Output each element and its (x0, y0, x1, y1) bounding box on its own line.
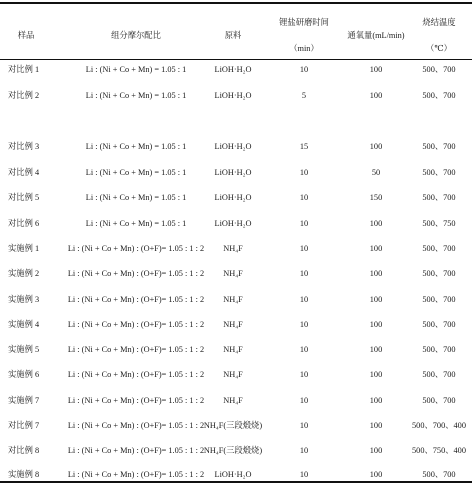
sample-cell: 对比例 4 (8, 168, 40, 177)
ratio-cell: Li : (Ni + Co + Mn) : (O+F)= 1.05 : 1 : 2 (67, 470, 205, 479)
sinter-temp-cell: 500、700 (422, 345, 456, 354)
sinter-temp-cell: 500、700 (422, 295, 456, 304)
header-sinter-unit: （℃） (426, 44, 452, 53)
oxygen-cell: 100 (369, 219, 383, 228)
ratio-cell: Li : (Ni + Co + Mn) : (O+F)= 1.05 : 1 : 2 (67, 295, 205, 304)
sinter-temp-cell: 500、750 (422, 219, 456, 228)
ratio-cell: Li : (Ni + Co + Mn) : (O+F)= 1.05 : 1 : 2 (67, 269, 205, 278)
oxygen-cell: 100 (369, 244, 383, 253)
material-cell: NH₄F(三段煅烧) (203, 446, 263, 455)
sample-cell: 实施例 5 (8, 345, 40, 354)
ratio-cell: Li : (Ni + Co + Mn) : (O+F)= 1.05 : 1 : 2 (67, 320, 205, 329)
ratio-cell: Li : (Ni + Co + Mn) = 1.05 : 1 (85, 168, 187, 177)
oxygen-cell: 100 (369, 269, 383, 278)
sample-cell: 对比例 6 (8, 219, 40, 228)
grind-time-cell: 10 (299, 396, 309, 405)
sample-cell: 对比例 5 (8, 193, 40, 202)
material-cell: NH₄F (223, 269, 243, 278)
ratio-cell: Li : (Ni + Co + Mn) = 1.05 : 1 (85, 219, 187, 228)
oxygen-cell: 100 (369, 370, 383, 379)
sample-cell: 对比例 3 (8, 142, 40, 151)
grind-time-cell: 10 (299, 219, 309, 228)
sinter-temp-cell: 500、700、400 (412, 421, 466, 430)
grind-time-cell: 10 (299, 295, 309, 304)
ratio-cell: Li : (Ni + Co + Mn) = 1.05 : 1 (85, 193, 187, 202)
sinter-temp-cell: 500、700 (422, 470, 456, 479)
header-material: 原料 (224, 31, 242, 40)
header-sinter-temp: 烧结温度 (422, 18, 456, 27)
oxygen-cell: 100 (369, 142, 383, 151)
oxygen-cell: 100 (369, 345, 383, 354)
grind-time-cell: 10 (299, 446, 309, 455)
sinter-temp-cell: 500、700 (422, 370, 456, 379)
oxygen-cell: 100 (369, 396, 383, 405)
material-cell: LiOH·H₂O (214, 193, 252, 202)
sinter-temp-cell: 500、700 (422, 320, 456, 329)
header-sample: 样品 (17, 31, 35, 40)
material-cell: NH₄F(三段煅烧) (203, 421, 263, 430)
header-grind-unit: （min） (289, 44, 319, 53)
sinter-temp-cell: 500、700 (422, 91, 456, 100)
ratio-cell: Li : (Ni + Co + Mn) : (O+F)= 1.05 : 1 : 2 (67, 396, 205, 405)
sample-cell: 实施例 6 (8, 370, 40, 379)
sinter-temp-cell: 500、700 (422, 142, 456, 151)
grind-time-cell: 10 (299, 269, 309, 278)
grind-time-cell: 10 (299, 345, 309, 354)
grind-time-cell: 10 (299, 320, 309, 329)
header-ratio: 组分摩尔配比 (111, 31, 161, 40)
ratio-cell: Li : (Ni + Co + Mn) : (O+F)= 1.05 : 1 : 2 (67, 446, 205, 455)
material-cell: NH₄F (223, 345, 243, 354)
oxygen-cell: 100 (369, 470, 383, 479)
oxygen-cell: 100 (369, 446, 383, 455)
material-cell: NH₄F (223, 396, 243, 405)
sinter-temp-cell: 500、700 (422, 168, 456, 177)
sample-cell: 对比例 8 (8, 446, 40, 455)
oxygen-cell: 100 (369, 65, 383, 74)
sinter-temp-cell: 500、700 (422, 65, 456, 74)
grind-time-cell: 10 (299, 470, 309, 479)
sample-cell: 实施例 4 (8, 320, 40, 329)
grind-time-cell: 10 (299, 65, 309, 74)
ratio-cell: Li : (Ni + Co + Mn) : (O+F)= 1.05 : 1 : 2 (67, 370, 205, 379)
ratio-cell: Li : (Ni + Co + Mn) = 1.05 : 1 (85, 91, 187, 100)
header-grind-time: 锂盐研磨时间 (279, 18, 329, 27)
grind-time-cell: 10 (299, 370, 309, 379)
material-cell: LiOH·H₂O (214, 142, 252, 151)
header-oxygen: 通氧量(mL/min) (347, 31, 405, 40)
sample-cell: 实施例 7 (8, 396, 40, 405)
material-cell: LiOH·H₂O (214, 65, 252, 74)
sinter-temp-cell: 500、700 (422, 269, 456, 278)
grind-time-cell: 10 (299, 244, 309, 253)
oxygen-cell: 100 (369, 421, 383, 430)
ratio-cell: Li : (Ni + Co + Mn) : (O+F)= 1.05 : 1 : 2 (67, 345, 205, 354)
sample-cell: 实施例 8 (8, 470, 40, 479)
oxygen-cell: 100 (369, 295, 383, 304)
oxygen-cell: 150 (369, 193, 383, 202)
grind-time-cell: 15 (299, 142, 309, 151)
material-cell: LiOH·H₂O (214, 168, 252, 177)
oxygen-cell: 50 (371, 168, 381, 177)
ratio-cell: Li : (Ni + Co + Mn) = 1.05 : 1 (85, 65, 187, 74)
oxygen-cell: 100 (369, 91, 383, 100)
material-cell: LiOH·H₂O (214, 91, 252, 100)
ratio-cell: Li : (Ni + Co + Mn) : (O+F)= 1.05 : 1 : 2 (67, 244, 205, 253)
sample-cell: 实施例 2 (8, 269, 40, 278)
sample-cell: 对比例 7 (8, 421, 40, 430)
sample-cell: 实施例 3 (8, 295, 40, 304)
sinter-temp-cell: 500、750、400 (412, 446, 466, 455)
ratio-cell: Li : (Ni + Co + Mn) = 1.05 : 1 (85, 142, 187, 151)
grind-time-cell: 10 (299, 193, 309, 202)
material-cell: LiOH·H₂O (214, 470, 252, 479)
material-cell: NH₄F (223, 295, 243, 304)
sample-cell: 实施例 1 (8, 244, 40, 253)
grind-time-cell: 10 (299, 421, 309, 430)
material-cell: NH₄F (223, 320, 243, 329)
ratio-cell: Li : (Ni + Co + Mn) : (O+F)= 1.05 : 1 : 2 (67, 421, 205, 430)
grind-time-cell: 10 (299, 168, 309, 177)
material-cell: NH₄F (223, 244, 243, 253)
material-cell: LiOH·H₂O (214, 219, 252, 228)
sinter-temp-cell: 500、700 (422, 396, 456, 405)
oxygen-cell: 100 (369, 320, 383, 329)
sinter-temp-cell: 500、700 (422, 193, 456, 202)
material-cell: NH₄F (223, 370, 243, 379)
sinter-temp-cell: 500、700 (422, 244, 456, 253)
table-header-rule (0, 59, 472, 60)
sample-cell: 对比例 1 (8, 65, 40, 74)
sample-cell: 对比例 2 (8, 91, 40, 100)
grind-time-cell: 5 (301, 91, 307, 100)
table-top-rule (0, 2, 472, 4)
